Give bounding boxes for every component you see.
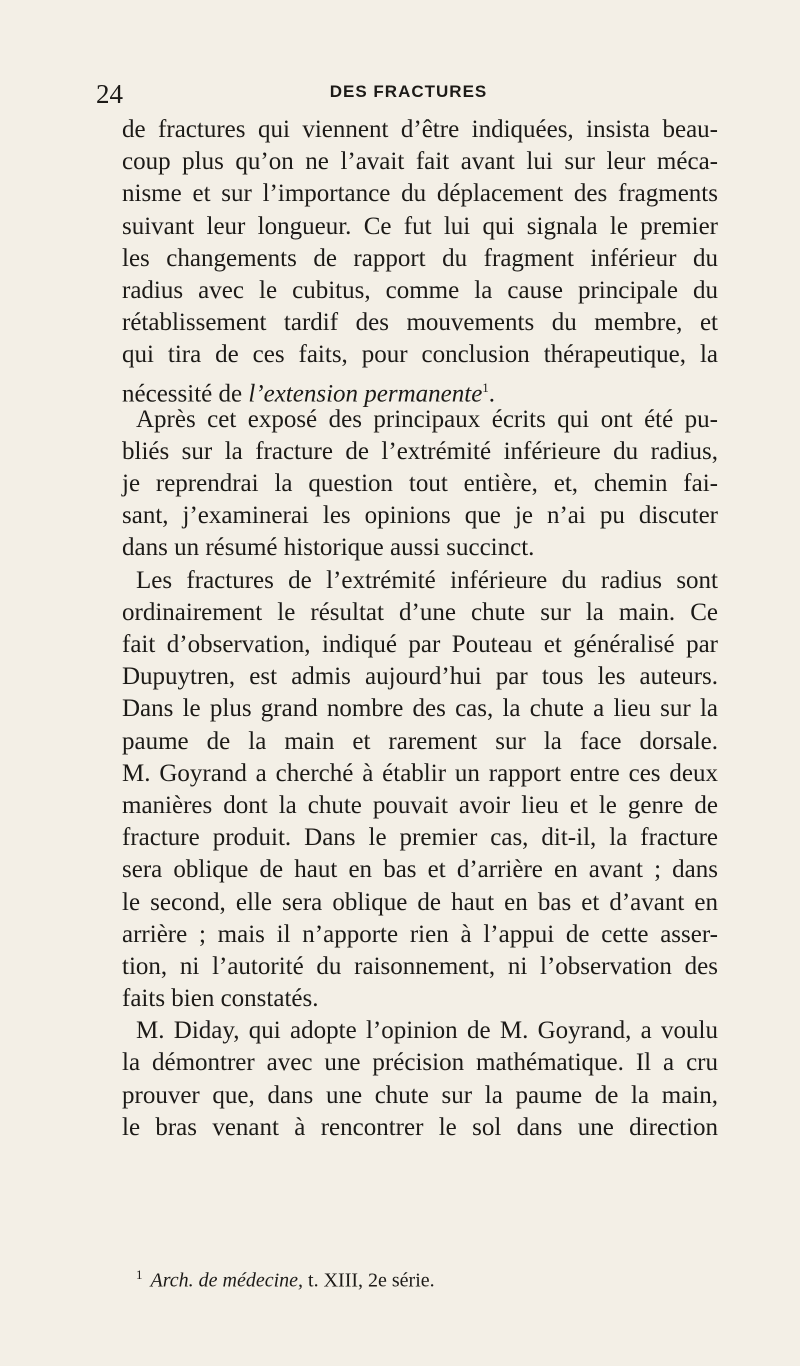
text-line: Après cet exposé des principaux écrits qui ont été pu-: [136, 405, 718, 433]
text-line: le second, elle sera oblique de haut en bas et d’avant en: [122, 888, 718, 916]
text-line: radius avec le cubitus, comme la cause principale du: [122, 276, 718, 304]
text-line: Les fractures de l’extrémité inférieure du radius sont: [136, 566, 718, 594]
paragraph: [122, 404, 718, 565]
footnote-mark: 1: [136, 1267, 143, 1282]
text-line: Dans le plus grand nombre des cas, la chute a lieu sur la: [122, 695, 718, 723]
text-line: sera oblique de haut en bas et d’arrière en avant ; dans: [122, 856, 718, 884]
emphasis-text: l’extension permanente: [248, 379, 483, 407]
footnote-source: Arch. de médecine,: [150, 1269, 304, 1292]
text-line: faits bien constatés.: [122, 985, 319, 1013]
text-line: nisme et sur l’importance du déplacement des fragments: [122, 180, 718, 208]
text-line: ordinairement le résultat d’une chute sur la main. Ce: [122, 598, 718, 626]
text-line: tion, ni l’autorité du raisonnement, ni l’observation des: [122, 952, 718, 980]
text-line: arrière ; mais il n’apporte rien à l’appui de cette asser-: [122, 920, 718, 948]
paragraph: [122, 565, 718, 1016]
text-line: M. Diday, qui adopte l’opinion de M. Goyrand, a voulu: [136, 1017, 718, 1045]
text-line: sant, j’examinerai les opinions que je n’ai pu discuter: [122, 502, 718, 530]
text-line: coup plus qu’on ne l’avait fait avant lui sur leur méca-: [122, 148, 718, 176]
text-fragment: .: [488, 379, 496, 407]
text-line: suivant leur longueur. Ce fut lui qui signala le premier: [122, 212, 718, 240]
text-line: fait d’observation, indiqué par Pouteau et généralisé par: [122, 631, 718, 658]
paragraph: [122, 1015, 718, 1144]
text-line: paume de la main et rarement sur la face dorsale.: [122, 727, 718, 755]
text-line: les changements de rapport du fragment inférieur du: [122, 244, 718, 272]
text-line: la démontrer avec une précision mathématique. Il a cru: [122, 1049, 718, 1077]
text-fragment: nécessité de: [122, 379, 249, 407]
text-line: je reprendrai la question tout entière, et, chemin fai-: [122, 470, 718, 498]
text-line: M. Goyrand a cherché à établir un rapport entre ces deux: [122, 759, 718, 787]
text-line: manières dont la chute pouvait avoir lieu et le genre de: [122, 791, 718, 819]
paragraph: [122, 114, 718, 407]
footnote: [136, 1262, 435, 1294]
text-line: prouver que, dans une chute sur la paume de la main,: [122, 1081, 718, 1109]
text-line: de fractures qui viennent d’être indiquées, insista beau-: [122, 116, 718, 143]
text-line: bliés sur la fracture de l’extrémité inférieure du radius,: [122, 437, 718, 465]
running-head: DES FRACTURES: [329, 82, 488, 101]
text-line: rétablissement tardif des mouvements du membre, et: [122, 309, 718, 337]
text-line: fracture produit. Dans le premier cas, dit-il, la fracture: [122, 824, 718, 852]
page-header: [96, 78, 721, 110]
body-text: [122, 114, 718, 1144]
text-line: qui tira de ces faits, pour conclusion thérapeutique, la: [122, 341, 718, 369]
text-line: le bras venant à rencontrer le sol dans une direction: [122, 1113, 718, 1141]
footnote-ref: 1: [482, 379, 489, 395]
text-line: Dupuytren, est admis aujourd’hui par tous les auteurs.: [122, 663, 718, 691]
page-number: 24: [96, 79, 123, 109]
text-line: dans un résumé historique aussi succinct.: [122, 534, 535, 562]
text-line: [122, 372, 718, 407]
footnote-details: t. XIII, 2e série.: [303, 1269, 435, 1292]
